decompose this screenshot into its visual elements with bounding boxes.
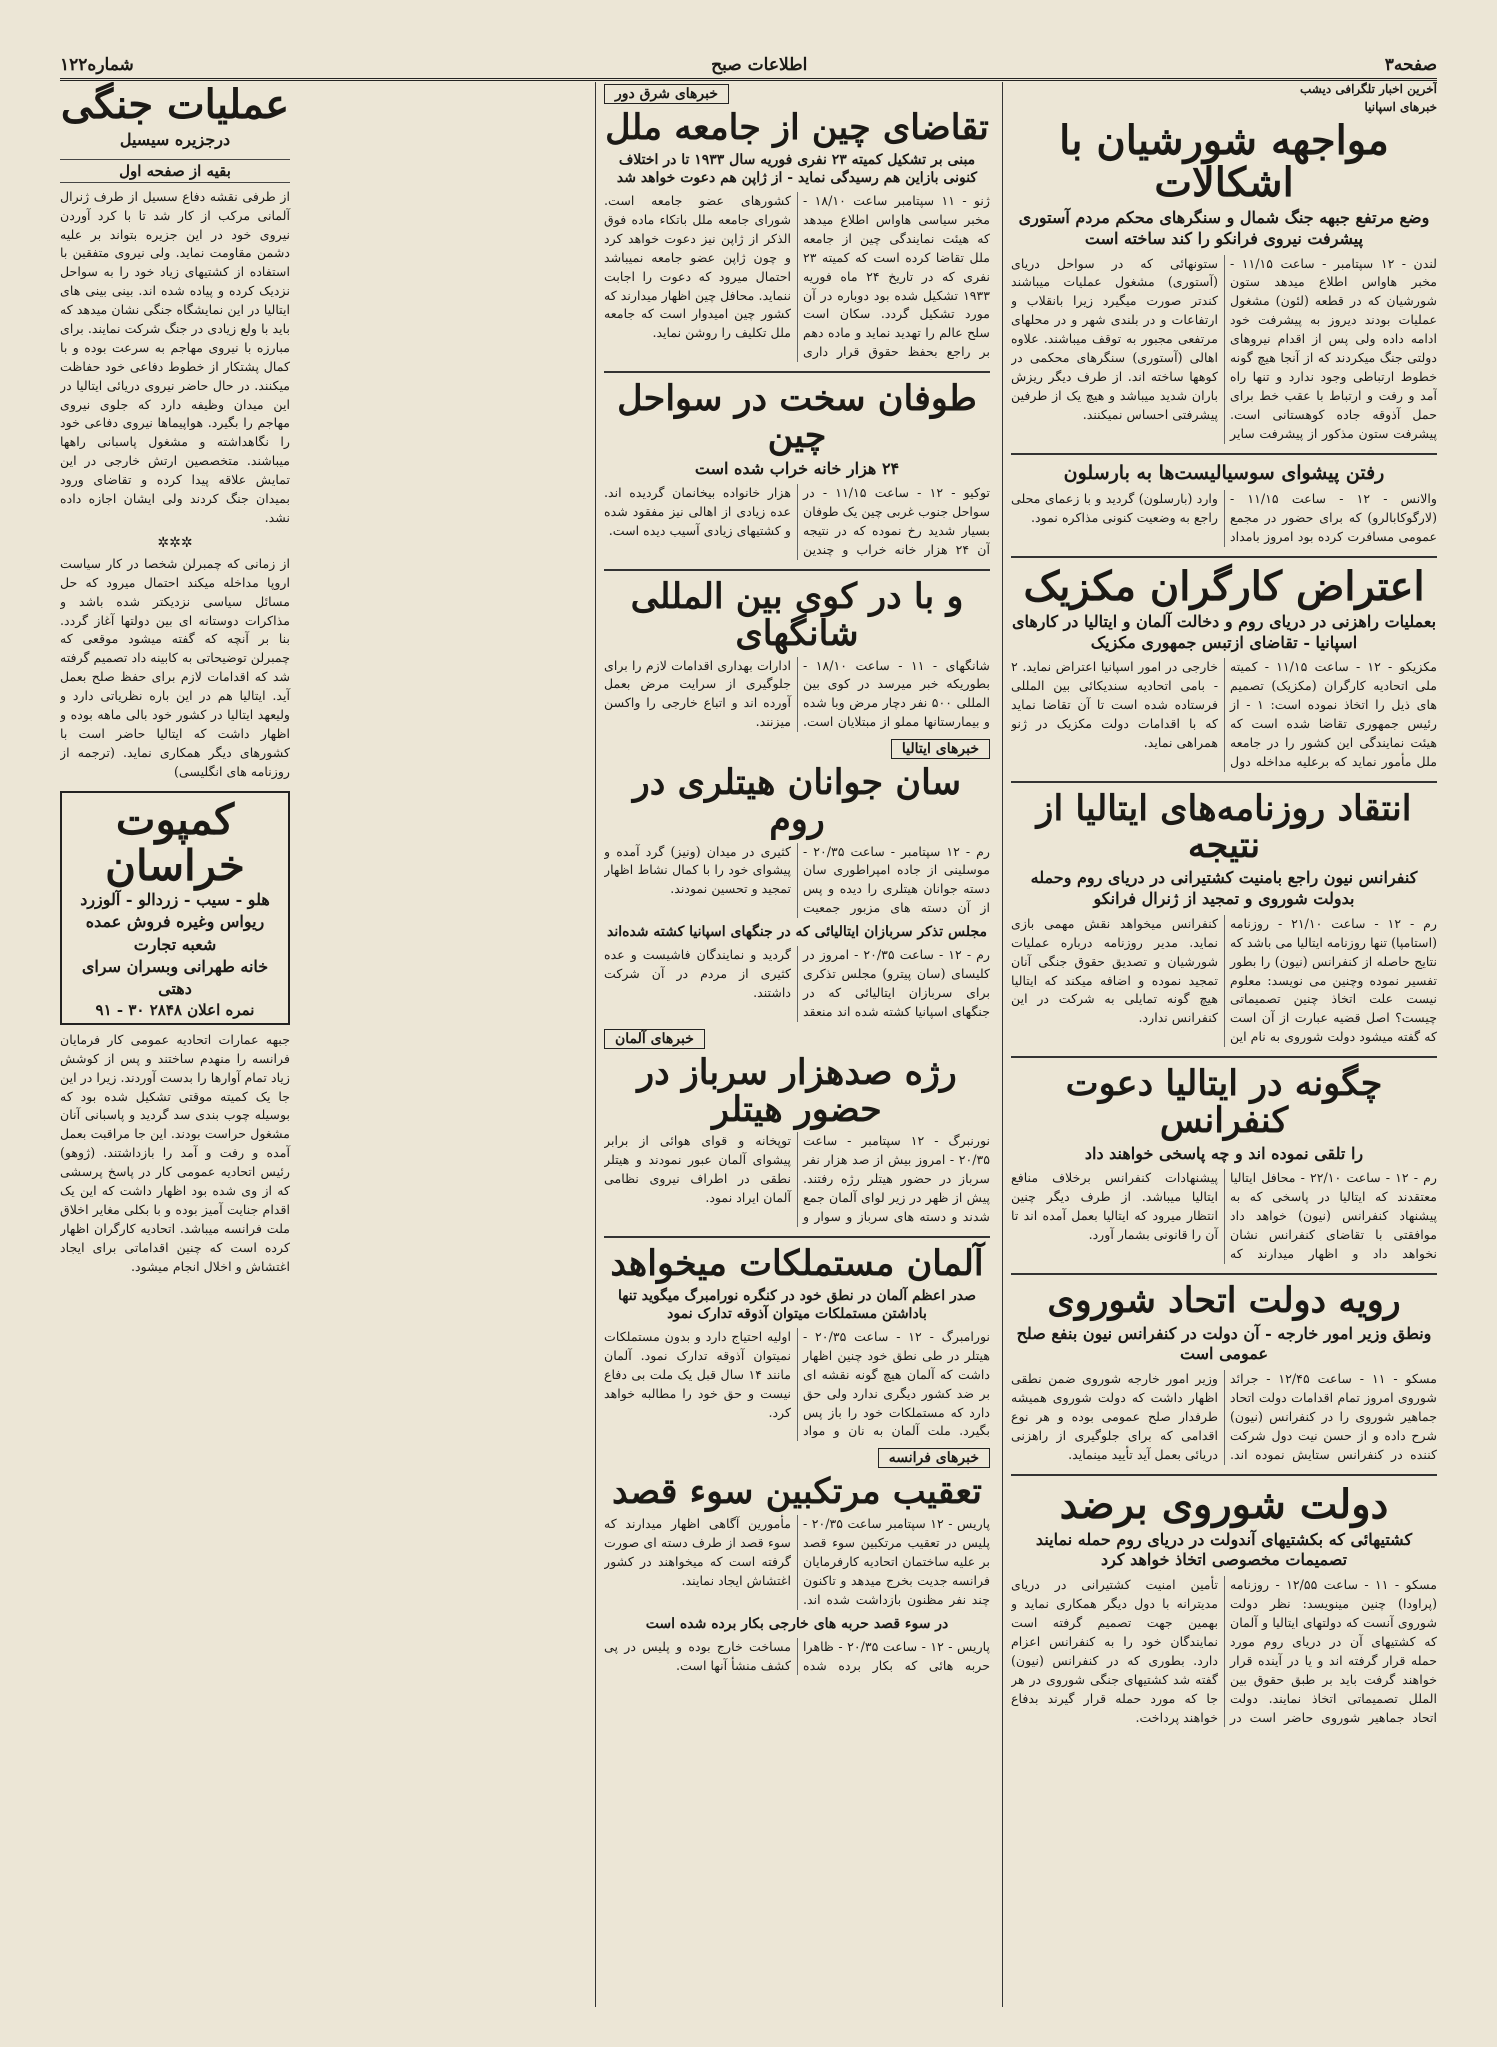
- subhead: را تلقی نموده اند و چه پاسخی خواهند داد: [1084, 1143, 1364, 1163]
- masthead: [60, 52, 1437, 81]
- subhead: ونطق وزیر امور خارجه - آن دولت در کنفرانس نیون بنفع صلح عمومی است: [1016, 1323, 1432, 1364]
- article-body: پاریس - ۱۲ سپتامبر ساعت ۲۰/۳۵ - پلیس در تعقیب مرتکبین سوء قصد بر علیه ساختمان اتحادیه کارفرمایان فرانسه جدیت بخرج میدهد و تاکنون چند نفر مظنون بازداشت شده اند. مأمورین آگاهی اظهار میدارند که سوء قصد از طرف دسته ای صورت گرفته است که میخواهند در کشور اغتشاش ایجاد نمایند.: [604, 1516, 990, 1607]
- headline: انتقاد روزنامه‌های ایتالیا از نتیجه: [1036, 787, 1412, 866]
- ad-line: هلو - سیب - زردالو - آلوزرد: [80, 889, 270, 909]
- article-body: توکیو - ۱۲ - ساعت ۱۱/۱۵ - در سواحل جنوب غربی چین یک طوفان بسیار شدید رخ نموده که در نتیجه آن ۲۴ هزار خانه خراب و چندین هزار خانواده بیخانمان گردیده اند. عده زیادی از اهالی نیز مفقود شده و کشتیهای زیادی آسیب دیده است.: [604, 485, 990, 558]
- headline: در سوء قصد حربه های خارجی بکار برده شده است: [645, 1615, 949, 1632]
- article-body: از زمانی که چمبرلن شخصا در کار سیاست اروپا مداخله میکند احتمال میرود که حل مسائل سیاسی نزدیکتر شده باشد و مذاکرات دوستانه ای بین دولتها آغاز گردد. بنا بر آنچه که گفته میشود موقعی که چمبرلن توضیحاتی به کابینه داد تصمیم گرفته شد که اقدامات لازم برای حفظ صلح بعمل آید. ایتالیا هم در این باره نظریاتی دارد و ولیعهد ایتالیا در کشور خود بالی ماهه بوده و اظهار داشت که ایتالیا حاضر است با کشورهای دیگر همکاری نماید. (ترجمه از روزنامه های انگلیسی): [60, 555, 290, 779]
- middle-column: [604, 82, 990, 2007]
- headline: تقاضای چین از جامعه ملل: [605, 107, 989, 148]
- headline: طوفان سخت در سواحل چین: [617, 378, 977, 456]
- article-body: نورنبرگ - ۱۲ سپتامبر - ساعت ۲۰/۳۵ - امروز بیش از صد هزار نفر سرباز در حضور هیتلر رژه رفتند. پیش از ظهر در زیر لوای آلمان جمع شدند و دسته های سرباز و سوار و توپخانه و قوای هوائی از برابر پیشوای آلمان عبور نمودند و هیتلر نطقی در اطراف نیروی نظامی آلمان ایراد نمود.: [604, 1133, 990, 1224]
- headline: دولت شوروی برضد: [1059, 1480, 1389, 1528]
- headline: مواجهه شورشیان با اشکالات: [1059, 117, 1389, 206]
- subhead: صدر اعظم آلمان در نطق خود در کنگره نورامبرگ میگوید تنها باداشتن مستملکات میتوان آذوقه تدارک نمود: [618, 1287, 976, 1322]
- article-body: رم - ۱۲ سپتامبر - ساعت ۲۰/۳۵ - موسلینی از جاده امپراطوری سان دسته جوانان هیتلری را دیده و پس از آن دسته های مزبور جمعیت کثیری در میدان (ونیز) گرد آمده و پیشوای خود را با کمال نشاط اظهار تمجید و تحسین نمودند.: [604, 843, 990, 916]
- continuation-note: بقیه از صفحه اول: [60, 159, 290, 183]
- left-column: [60, 82, 583, 2007]
- article-body: لندن - ۱۲ سپتامبر - ساعت ۱۱/۱۵ - مخبر هاواس اطلاع میدهد ستون شورشیان که در قطعه (لئون) مشغول عملیات بودند دیروز به پیشرفت خود ادامه داده ولی پس از اقدام نیروهای دولتی جنگ میکردند که از آنجا هیچ گونه خطوط ارتباطی وجود ندارد و تنها راه آمد و رفت و ارتباط با عقب خط برای حمل آذوقه جاده کوهستانی است. پیشرفت ستون مذکور از پیشرفت سایر ستونهائی که در سواحل دریای (آستوری) مشغول عملیات میباشند کندتر صورت میگیرد زیرا بانقلاب و ارتفاعات و در بلندی شهر و در محلهای مرتفعی مجبور به توقف میباشند. علاوه اهالی (آستوری) سنگرهای محکمی در کوهها ساخته اند. از طرف دیگر ریزش باران شدید میباشد و هیچ یک از طرفین پیشرفتی احساس نمیکنند.: [1011, 255, 1437, 441]
- headline: عملیات جنگی: [60, 82, 290, 128]
- article-body: رم - ۱۲ - ساعت ۲۰/۳۵ - امروز در کلیسای (سان پیترو) مجلس تذکری برای سربازان ایتالیائی که در جنگهای اسپانیا کشته شده اند منعقد گردید و نمایندگان فاشیست و عده کثیری از مردم در آن شرکت داشتند.: [604, 947, 990, 1019]
- ornament-icon: ✲✲✲: [157, 534, 193, 551]
- subhead: کشتیهائی که بکشتیهای آندولت در دریای روم حمله نمایند تصمیمات مخصوصی اتخاذ خواهد کرد: [1035, 1529, 1413, 1570]
- headline: اعتراض کارگران مکزیک: [1023, 562, 1425, 610]
- divider: [1011, 1056, 1437, 1058]
- divider: [1011, 1273, 1437, 1275]
- article-body: مسکو - ۱۱ - ساعت ۱۲/۴۵ - جرائد شوروی امروز تمام اقدامات دولت اتحاد جماهیر شوروی را در کنفرانس (نیون) شرح داده و از حسن نیت دول شرکت کننده در کنفرانس ستایش نموده اند. وزیر امور خارجه شوروی ضمن نطقی اظهار داشت که دولت شوروی همیشه طرفدار صلح عمومی بوده و هر نوع اقدامی که برای جلوگیری از راهزنی دریائی بعمل آید تأیید مینماید.: [1011, 1371, 1437, 1462]
- article-body: مکزیکو - ۱۲ - ساعت ۱۱/۱۵ - کمیته ملی اتحادیه کارگران (مکزیک) تصمیم های ذیل را اتخاذ نموده است: ۱ - از رئیس جمهوری تقاضا شده است که هیئت نمایندگی این کشور را در جامعه ملل مأمور نماید که برعلیه مداخله دول خارجی در امور اسپانیا اعتراض نماید. ۲ - بامی اتحادیه سندیکائی بین المللی فرستاده شده است تا آن تقاضا نماید که با اقدامات دولت مکزیک در ژنو همراهی نماید.: [1011, 659, 1437, 769]
- ad-line: خانه طهرانی وبسران سرای دهتی: [81, 957, 269, 999]
- section-tag: خبرهای شرق دور: [604, 84, 729, 104]
- section-tag: آخرین اخبار تلگرافی دیشب: [1299, 82, 1437, 96]
- subhead: بعملیات راهزنی در دریای روم و دخالت آلمان و ایتالیا در کارهای اسپانیا - تقاضای ازتبس جمهوری مکزیک: [1011, 611, 1437, 652]
- paper-name: اطلاعات صبح: [711, 55, 808, 75]
- article-body: مسکو - ۱۱ - ساعت ۱۲/۵۵ - روزنامه (پراودا) چنین مینویسد: نظر دولت شوروی آنست که دولتهای ایتالیا و آلمان که کشتیهای آن در دریای روم مورد حمله قرار گرفته اند و یا در آینده قرار خواهند گرفت باید بر طبق حقوق بین الملل تصمیماتی اتخاذ نمایند. دولت اتحاد جماهیر شوروی حاضر است در تأمین امنیت کشتیرانی در دریای مدیترانه با دول دیگر همکاری نماید و بهمین جهت تصمیم گرفته است نمایندگان خود را به کنفرانس اعزام دارد. بطوری که در کنفرانس (نیون) گفته شد کشتیهای جنگی شوروی در هر جا که مورد حمله قرار گیرند بدفاع خواهند پرداخت.: [1011, 1577, 1437, 1725]
- column-divider: [1002, 82, 1003, 2007]
- headline: آلمان مستملکات میخواهد: [610, 1242, 984, 1284]
- article-body: رم - ۱۲ - ساعت ۲۱/۱۰ - روزنامه (استامپا) تنها روزنامه ایتالیا می باشد که نتایج حاصله از کنفرانس (نیون) را بطور تفسیر نموده وچنین می نویسد: معلوم نیست علت اتخاذ چنین تصمیماتی چیست؟ اصل قضیه عبارت از آن است که گفته میشود دولت شوروی به نام این کنفرانس میخواهد نقش مهمی بازی نماید. مدیر روزنامه درباره عملیات شورشیان و تصدیق حقوق جنگی آنان تمجید نموده و اضافه میکند که ایتالیا هیچ گونه تمایلی به شرکت در این کنفرانس ندارد.: [1011, 915, 1437, 1045]
- subhead: مبنی بر تشکیل کمیته ۲۳ نفری فوریه سال ۱۹۳۳ تا در اختلاف کنونی بازاین هم رسیدگی نماید - از ژاپن هم دعوت خواهد شد: [616, 151, 978, 186]
- issue-number: شماره۱۲۲: [60, 55, 134, 75]
- right-column: [1011, 82, 1437, 2007]
- divider: [1011, 781, 1437, 783]
- subhead: ۲۴ هزار خانه خراب شده است: [694, 458, 900, 478]
- headline: رویه دولت اتحاد شوروی: [1047, 1279, 1401, 1321]
- headline: رفتن پیشوای سوسیالیست‌ها به بارسلون: [1063, 461, 1385, 484]
- article-body: نورامبرگ - ۱۲ - ساعت ۲۰/۳۵ - هیتلر در طی نطق خود چنین اظهار داشت که آلمان هیچ گونه نقشه ای بر ضد کشور دیگری ندارد ولی حق دارد که مستملکات خود را باز پس بگیرد. ملت آلمان به نان و مواد اولیه احتیاج دارد و بدون مستملکات نمیتوان آذوقه تدارک نمود. آلمان مانند ۱۴ سال قبل یک ملت بی دفاع نیست و حق خود را مطالبه خواهد کرد.: [604, 1328, 990, 1439]
- subhead: کنفرانس نیون راجع بامنیت کشتیرانی در دریای روم وحمله بدولت شوروی و تمجید از ژنرال فرانکو: [1030, 868, 1418, 909]
- divider: [604, 1236, 990, 1238]
- subhead: درجزیره سیسیل: [119, 130, 231, 149]
- divider: [1011, 1474, 1437, 1476]
- article-body: ژنو - ۱۱ سپتامبر ساعت ۱۸/۱۰ - مخبر سیاسی هاواس اطلاع میدهد که هیئت نمایندگی چین از جامعه ملل تقاضا کرده است که کمیته ۲۳ نفری که در تاریخ ۲۴ ماه فوریه ۱۹۳۳ تشکیل شده بود دوباره در آن مورد تشکیل گردد. سکان است سلح عالم را تهدید نماید و ماده دهم بر راجع بحفظ حقوق قرار داری کشورهای عضو جامعه است. شورای جامعه ملل باتکاء ماده فوق الذکر از ژاپن نیز دعوت خواهد کرد و چون ژاپن عضو جامعه نمیباشد احتمال میرود که دعوت را اجابت ننماید. محافل چین اظهار میدارند که کشور چین امیدوار است که جامعه ملل تکلیف را روشن نماید.: [604, 193, 990, 360]
- subsection-tag: خبرهای اسپانیا: [1364, 100, 1437, 114]
- divider: [604, 569, 990, 571]
- article-body: رم - ۱۲ - ساعت ۲۲/۱۰ - محافل ایتالیا معتقدند که ایتالیا در پاسخی که به پیشنهاد کنفرانس (نیون) خواهد داد موافقتی با تقاضای کنفرانس نشان نخواهد داد و اظهار میدارند که پیشنهادات کنفرانس برخلاف منافع ایتالیا میباشد. از طرف دیگر چنین انتظار میرود که ایتالیا بعمل آمده اند تا آن را قانونی بشمار آورد.: [1011, 1170, 1437, 1261]
- headline: رژه صدهزار سرباز در حضور هیتلر: [637, 1051, 957, 1130]
- article-body: پاریس - ۱۲ - ساعت ۲۰/۳۵ - ظاهرا حربه هائی که بکار برده شده مساخت خارج بوده و پلیس در پی کشف منشأ آنها است.: [604, 1638, 990, 1673]
- advertisement: [60, 791, 290, 1025]
- article-body: جبهه عمارات اتحادیه عمومی کار فرمایان فرانسه را منهدم ساختند و پس از کوشش زیاد تمام آوارها را بدست آوردند. زیرا در این جا یک کمیته موقتی تشکیل شده بود که بوسیله چوب بندی سد گردید و پاسبانی آنان مشغول حراست بودند. این جا مراقبت بعمل آمده و رفت و آمد را بازداشتند. (ژوهو) رئیس اتحادیه عمومی کار در پاسخ پرسشی که از وی شده بود اظهار داشت که این یک اقدام جنایت آمیز بوده و با بکلی مغایر اخلاق ملت فرانسه میباشد. اتحادیه کارگران اظهار کرده است که چنین اقداماتی برای ایجاد اغتشاش و اخلال انجام میشود.: [60, 1031, 290, 1274]
- headline: مجلس تذکر سربازان ایتالیائی که در جنگهای اسپانیا کشته شده‌اند: [606, 924, 988, 941]
- subhead: وضع مرتفع جبهه جنگ شمال و سنگرهای محکم مردم آستوری پیشرفت نیروی فرانکو را کند ساخته است: [1018, 208, 1430, 248]
- page-number: صفحه۳: [1384, 55, 1437, 75]
- headline: تعقیب مرتکبین سوء قصد: [611, 1471, 983, 1513]
- divider: [1011, 556, 1437, 558]
- headline: و با در کوی بین المللی شانگهای: [630, 576, 964, 654]
- divider: [1011, 453, 1437, 455]
- divider: [604, 371, 990, 373]
- section-tag: خبرهای فرانسه: [878, 1448, 990, 1468]
- ad-number: نمره اعلان ۲۸۴۸ ۳۰ - ۹۱: [95, 1000, 255, 1019]
- article-body: والانس - ۱۲ - ساعت ۱۱/۱۵ - (لارگوکابالرو) که برای حضور در مجمع عمومی مسافرت کرده بود امروز بامداد وارد (بارسلون) گردید و با زعمای محلی راجع به وضعیت کنونی مذاکره نمود.: [1011, 491, 1437, 544]
- section-tag: خبرهای آلمان: [604, 1029, 705, 1049]
- section-tag: خبرهای ایتالیا: [891, 739, 990, 759]
- headline: سان جوانان هیتلری در روم: [632, 762, 962, 840]
- column-divider: [595, 82, 596, 2007]
- ad-line: ریواس وغیره فروش عمده شعبه تجارت: [85, 912, 265, 954]
- article-body: از طرفی نقشه دفاع سسیل از طرف ژنرال آلمانی مرکب از کار شد تا با کرد آوردن نیروی خود در این جزیره بتواند بر علیه دشمن مقاومت نماید. ولی نیروی متفقین با استفاده از کشتیهای زیاد خود را به سواحل نزدیک کرده و پیاده شده اند. بینی بینی های ایتالیا در این نمایشگاه جنگی نشان میدهد که باید با ولع زیادی در جنگ شرکت نمایند. برای مبارزه با نیروی مهاجم به سرعت بوده و با کمال پشتکار از خطوط دفاعی خود حفاظت میکنند. در حال حاضر نیروی دریائی ایتالیا در این میدان وظیفه دارد که جلوی نیروی مهاجم را بگیرد. هواپیماها نیروی دفاعی خود را نگاهداشته و مشغول پاسبانی راهها میباشند. متخصصین ارتش خارجی در این تمایش علاقه پیدا کرده و تقاضای ورود بمیدان جنگ کردند ولی ایشان اجازه داده نشد.: [60, 188, 290, 525]
- headline: چگونه در ایتالیا دعوت کنفرانس: [1065, 1063, 1383, 1141]
- ad-title: کمپوت خراسان: [105, 794, 245, 890]
- article-body: شانگهای - ۱۱ - ساعت ۱۸/۱۰ - بطوریکه خبر میرسد در کوی بین المللی ۵۰۰ نفر دچار مرض وبا شده و بیمارستانها مملو از مبتلایان است. ادارات بهداری اقدامات لازم را برای جلوگیری از سرایت مرض بعمل آورده اند و اتباع خارجی را واکسن میزنند.: [604, 657, 990, 730]
